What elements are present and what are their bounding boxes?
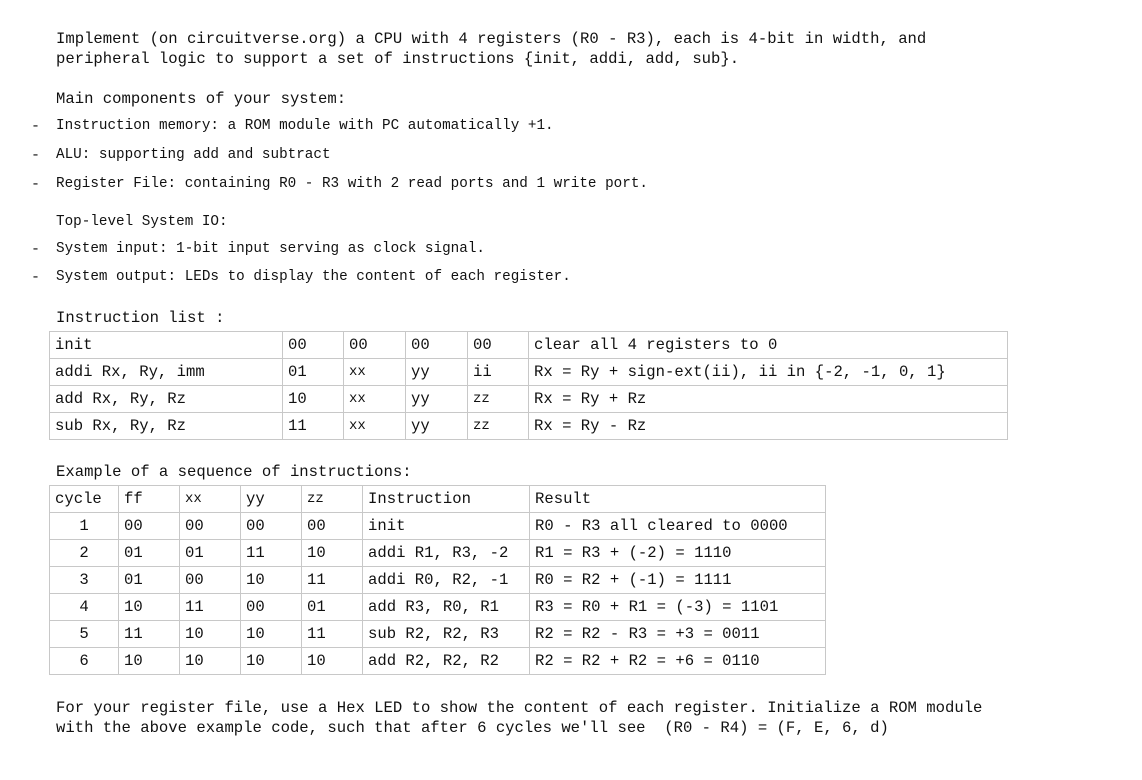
example-table	[49, 485, 826, 675]
bullet-dash: -	[31, 118, 41, 135]
footer-line-1: For your register file, use a Hex LED to show the content of each register. Initialize a ROM module	[56, 699, 983, 717]
table-cell: Rx = Ry + Rz	[529, 386, 1008, 413]
column-header: Instruction	[363, 486, 530, 513]
table-cell: 00	[180, 513, 241, 540]
table-row	[50, 540, 826, 567]
table-cell: 00	[283, 332, 344, 359]
cycle-cell: 4	[50, 594, 119, 621]
column-header: ff	[119, 486, 180, 513]
table-cell: 10	[180, 648, 241, 675]
table-cell: 01	[180, 540, 241, 567]
table-cell: xx	[344, 359, 406, 386]
table-cell: Rx = Ry - Rz	[529, 413, 1008, 440]
instruction-table	[49, 331, 1008, 440]
table-cell: R2 = R2 - R3 = +3 = 0011	[530, 621, 826, 648]
example-title: Example of a sequence of instructions:	[56, 463, 412, 481]
table-header-row	[50, 486, 826, 513]
table-cell: sub Rx, Ry, Rz	[50, 413, 283, 440]
table-cell: R0 - R3 all cleared to 0000	[530, 513, 826, 540]
components-heading: Main components of your system:	[56, 90, 347, 108]
table-cell: 10	[119, 594, 180, 621]
component-item-alu: ALU: supporting add and subtract	[56, 147, 331, 163]
cycle-cell: 6	[50, 648, 119, 675]
table-cell: R0 = R2 + (-1) = 1111	[530, 567, 826, 594]
table-cell: Rx = Ry + sign-ext(ii), ii in {-2, -1, 0, 1}	[529, 359, 1008, 386]
table-cell: 10	[119, 648, 180, 675]
table-row	[50, 413, 1008, 440]
intro-line-1: Implement (on circuitverse.org) a CPU with 4 registers (R0 - R3), each is 4-bit in width, and	[56, 30, 927, 48]
table-cell: 10	[283, 386, 344, 413]
table-cell: init	[50, 332, 283, 359]
bullet-dash: -	[31, 241, 41, 258]
table-row	[50, 621, 826, 648]
table-row	[50, 332, 1008, 359]
table-row	[50, 386, 1008, 413]
table-cell: ii	[468, 359, 529, 386]
table-cell: 01	[119, 567, 180, 594]
table-cell: yy	[406, 359, 468, 386]
table-cell: addi R0, R2, -1	[363, 567, 530, 594]
table-cell: init	[363, 513, 530, 540]
table-cell: 10	[180, 621, 241, 648]
table-cell: addi Rx, Ry, imm	[50, 359, 283, 386]
table-cell: 01	[119, 540, 180, 567]
table-cell: 10	[241, 648, 302, 675]
column-header: zz	[302, 486, 363, 513]
io-item-input: System input: 1-bit input serving as clock signal.	[56, 241, 485, 257]
bullet-dash: -	[31, 147, 41, 164]
table-row	[50, 648, 826, 675]
instruction-list-title: Instruction list :	[56, 309, 225, 327]
table-cell: 00	[302, 513, 363, 540]
table-cell: 00	[241, 513, 302, 540]
table-cell: 10	[241, 621, 302, 648]
column-header: xx	[180, 486, 241, 513]
table-cell: zz	[468, 386, 529, 413]
column-header: yy	[241, 486, 302, 513]
table-cell: 01	[283, 359, 344, 386]
io-heading: Top-level System IO:	[56, 214, 228, 230]
table-cell: clear all 4 registers to 0	[529, 332, 1008, 359]
table-cell: 00	[119, 513, 180, 540]
cycle-cell: 2	[50, 540, 119, 567]
intro-line-2: peripheral logic to support a set of instructions {init, addi, add, sub}.	[56, 50, 740, 68]
table-cell: xx	[344, 386, 406, 413]
table-cell: 00	[406, 332, 468, 359]
table-cell: 11	[302, 567, 363, 594]
column-header: cycle	[50, 486, 119, 513]
table-cell: addi R1, R3, -2	[363, 540, 530, 567]
table-row	[50, 594, 826, 621]
cycle-cell: 5	[50, 621, 119, 648]
table-cell: 10	[302, 540, 363, 567]
table-cell: add R2, R2, R2	[363, 648, 530, 675]
io-item-output: System output: LEDs to display the content of each register.	[56, 269, 571, 285]
table-row	[50, 567, 826, 594]
bullet-dash: -	[31, 269, 41, 286]
table-cell: 11	[302, 621, 363, 648]
table-cell: yy	[406, 386, 468, 413]
cycle-cell: 3	[50, 567, 119, 594]
table-cell: 10	[241, 567, 302, 594]
table-cell: 11	[241, 540, 302, 567]
table-cell: 11	[283, 413, 344, 440]
table-row	[50, 513, 826, 540]
table-cell: 00	[241, 594, 302, 621]
column-header: Result	[530, 486, 826, 513]
table-cell: add Rx, Ry, Rz	[50, 386, 283, 413]
table-cell: yy	[406, 413, 468, 440]
table-cell: xx	[344, 413, 406, 440]
table-row	[50, 359, 1008, 386]
component-item-rom: Instruction memory: a ROM module with PC automatically +1.	[56, 118, 554, 134]
table-cell: 01	[302, 594, 363, 621]
table-cell: add R3, R0, R1	[363, 594, 530, 621]
bullet-dash: -	[31, 176, 41, 193]
table-cell: R3 = R0 + R1 = (-3) = 1101	[530, 594, 826, 621]
table-cell: 00	[468, 332, 529, 359]
component-item-regfile: Register File: containing R0 - R3 with 2 read ports and 1 write port.	[56, 176, 648, 192]
table-cell: sub R2, R2, R3	[363, 621, 530, 648]
table-cell: R1 = R3 + (-2) = 1110	[530, 540, 826, 567]
table-cell: 00	[344, 332, 406, 359]
table-cell: 11	[180, 594, 241, 621]
cycle-cell: 1	[50, 513, 119, 540]
table-cell: 11	[119, 621, 180, 648]
table-cell: 10	[302, 648, 363, 675]
table-cell: R2 = R2 + R2 = +6 = 0110	[530, 648, 826, 675]
footer-line-2: with the above example code, such that after 6 cycles we'll see (R0 - R4) = (F, E, 6, d)	[56, 719, 889, 737]
table-cell: zz	[468, 413, 529, 440]
table-cell: 00	[180, 567, 241, 594]
